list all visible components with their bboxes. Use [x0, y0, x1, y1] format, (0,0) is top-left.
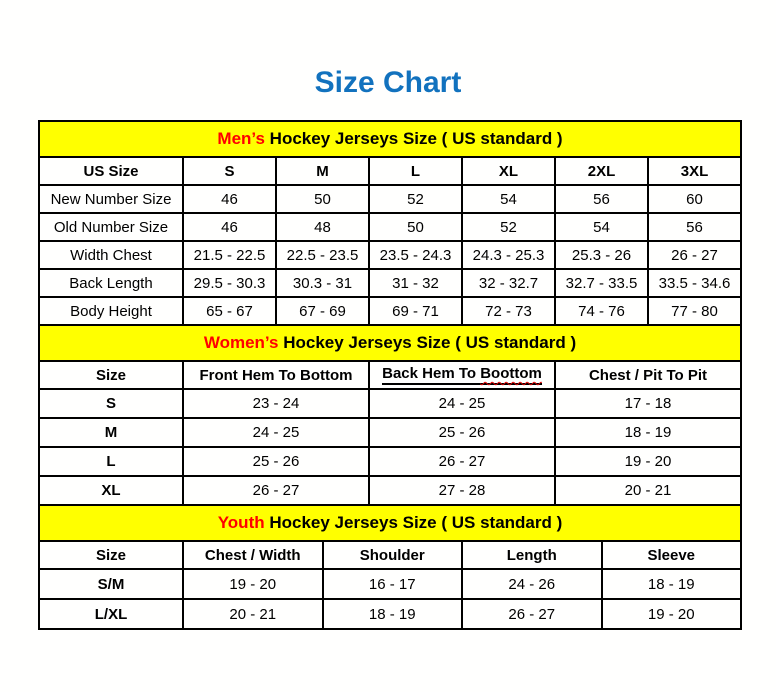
table-row — [39, 241, 741, 269]
cell: 65 - 67 — [183, 297, 276, 325]
cell: 18 - 19 — [602, 569, 742, 599]
mens-header-l: L — [369, 157, 462, 185]
cell: 24.3 - 25.3 — [462, 241, 555, 269]
mens-banner — [39, 121, 741, 157]
row-label: S — [39, 389, 183, 418]
page-title: Size Chart — [314, 66, 462, 99]
cell: 26 - 27 — [369, 447, 555, 476]
youth-banner — [39, 505, 741, 541]
cell: 24 - 25 — [369, 389, 555, 418]
womens-banner — [39, 325, 741, 361]
mens-header-m: M — [276, 157, 369, 185]
cell: 33.5 - 34.6 — [648, 269, 741, 297]
youth-header-row — [39, 541, 741, 569]
cell: 26 - 27 — [183, 476, 369, 505]
row-label: S/M — [39, 569, 183, 599]
cell: 23.5 - 24.3 — [369, 241, 462, 269]
cell: 67 - 69 — [276, 297, 369, 325]
mens-header-row — [39, 157, 741, 185]
cell: 24 - 26 — [462, 569, 602, 599]
cell: 56 — [648, 213, 741, 241]
womens-size-table — [38, 324, 742, 506]
row-label: Old Number Size — [39, 213, 183, 241]
cell: 77 - 80 — [648, 297, 741, 325]
youth-header-chest: Chest / Width — [183, 541, 323, 569]
misspelled-word: Boottom — [480, 364, 542, 382]
mens-header-us-size: US Size — [39, 157, 183, 185]
table-row — [39, 447, 741, 476]
cell: 27 - 28 — [369, 476, 555, 505]
row-label: Width Chest — [39, 241, 183, 269]
back-hem-prefix: Back Hem To — [382, 364, 481, 382]
table-row — [39, 599, 741, 629]
cell: 32 - 32.7 — [462, 269, 555, 297]
cell: 19 - 20 — [183, 569, 323, 599]
table-row — [39, 297, 741, 325]
cell: 23 - 24 — [183, 389, 369, 418]
cell: 48 — [276, 213, 369, 241]
cell: 56 — [555, 185, 648, 213]
cell: 54 — [462, 185, 555, 213]
cell: 46 — [183, 185, 276, 213]
cell: 54 — [555, 213, 648, 241]
cell: 20 - 21 — [183, 599, 323, 629]
youth-header-length: Length — [462, 541, 602, 569]
cell: 26 - 27 — [648, 241, 741, 269]
table-row — [39, 213, 741, 241]
womens-banner-row — [39, 325, 741, 361]
womens-banner-rest: Hockey Jerseys Size ( US standard ) — [278, 333, 577, 352]
cell: 30.3 - 31 — [276, 269, 369, 297]
table-row — [39, 418, 741, 447]
cell: 69 - 71 — [369, 297, 462, 325]
womens-banner-highlight: Women’s — [203, 333, 279, 352]
youth-banner-row — [39, 505, 741, 541]
womens-header-front-hem: Front Hem To Bottom — [183, 361, 369, 389]
cell: 25 - 26 — [183, 447, 369, 476]
table-row — [39, 569, 741, 599]
cell: 29.5 - 30.3 — [183, 269, 276, 297]
womens-header-row — [39, 361, 741, 389]
table-row — [39, 389, 741, 418]
cell: 17 - 18 — [555, 389, 741, 418]
mens-banner-rest: Hockey Jerseys Size ( US standard ) — [264, 129, 563, 148]
cell: 19 - 20 — [602, 599, 742, 629]
row-label: L/XL — [39, 599, 183, 629]
youth-header-size: Size — [39, 541, 183, 569]
cell: 50 — [369, 213, 462, 241]
cell: 24 - 25 — [183, 418, 369, 447]
mens-size-table — [38, 120, 742, 326]
cell: 26 - 27 — [462, 599, 602, 629]
cell: 20 - 21 — [555, 476, 741, 505]
cell: 31 - 32 — [369, 269, 462, 297]
cell: 25 - 26 — [369, 418, 555, 447]
womens-header-size: Size — [39, 361, 183, 389]
youth-banner-rest: Hockey Jerseys Size ( US standard ) — [264, 513, 563, 532]
womens-header-chest: Chest / Pit To Pit — [555, 361, 741, 389]
mens-banner-row — [39, 121, 741, 157]
youth-size-table — [38, 504, 742, 630]
cell: 21.5 - 22.5 — [183, 241, 276, 269]
row-label: Body Height — [39, 297, 183, 325]
cell: 18 - 19 — [555, 418, 741, 447]
mens-banner-highlight: Men’s — [217, 129, 265, 148]
cell: 60 — [648, 185, 741, 213]
cell: 16 - 17 — [323, 569, 463, 599]
cell: 32.7 - 33.5 — [555, 269, 648, 297]
cell: 72 - 73 — [462, 297, 555, 325]
underlined-header-text — [382, 365, 542, 385]
row-label: L — [39, 447, 183, 476]
table-row — [39, 476, 741, 505]
cell: 25.3 - 26 — [555, 241, 648, 269]
cell: 52 — [462, 213, 555, 241]
womens-header-back-hem — [369, 361, 555, 389]
cell: 19 - 20 — [555, 447, 741, 476]
cell: 74 - 76 — [555, 297, 648, 325]
cell: 52 — [369, 185, 462, 213]
mens-header-3xl: 3XL — [648, 157, 741, 185]
row-label: New Number Size — [39, 185, 183, 213]
cell: 50 — [276, 185, 369, 213]
youth-banner-highlight: Youth — [217, 513, 265, 532]
mens-header-xl: XL — [462, 157, 555, 185]
youth-header-sleeve: Sleeve — [602, 541, 742, 569]
cell: 18 - 19 — [323, 599, 463, 629]
mens-header-2xl: 2XL — [555, 157, 648, 185]
table-row — [39, 185, 741, 213]
row-label: M — [39, 418, 183, 447]
table-row — [39, 269, 741, 297]
row-label: XL — [39, 476, 183, 505]
cell: 46 — [183, 213, 276, 241]
row-label: Back Length — [39, 269, 183, 297]
youth-header-shoulder: Shoulder — [323, 541, 463, 569]
mens-header-s: S — [183, 157, 276, 185]
cell: 22.5 - 23.5 — [276, 241, 369, 269]
